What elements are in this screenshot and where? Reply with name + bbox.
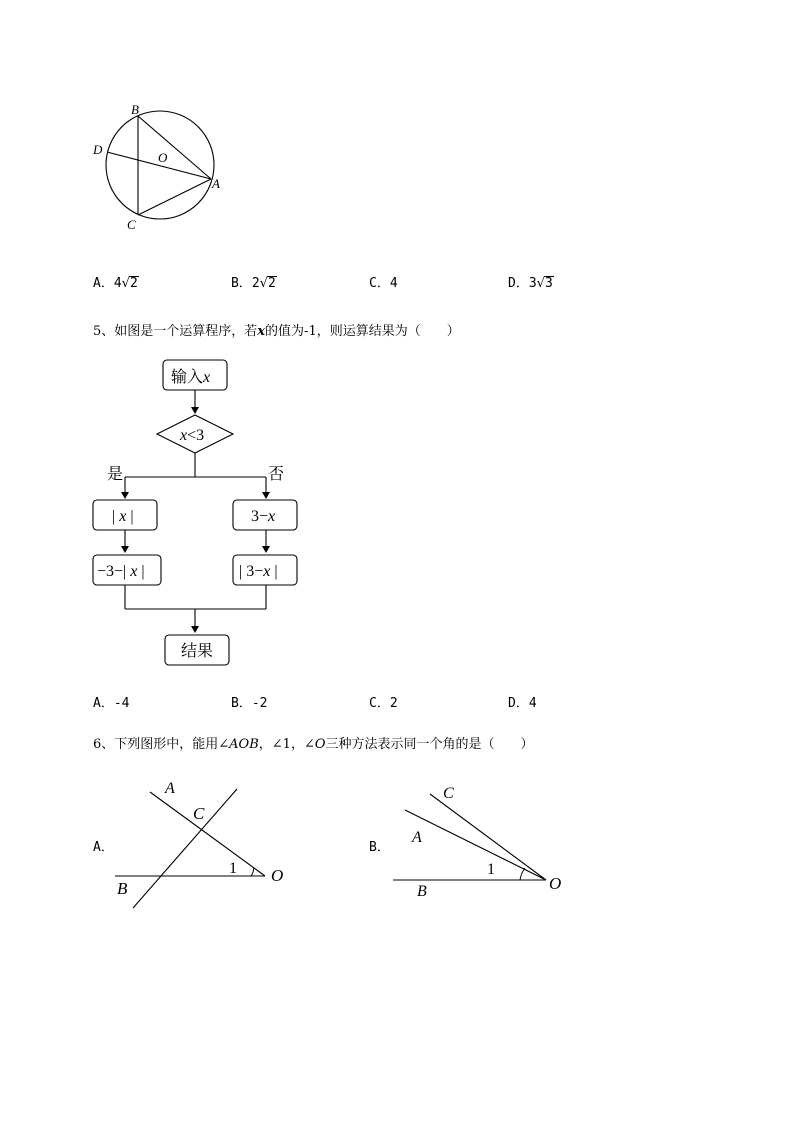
label-a: A (212, 176, 220, 191)
q5-stem-var: x (257, 324, 266, 339)
option-coef: 2 (251, 276, 260, 291)
fc-right-box1-text: 3−x (251, 508, 276, 525)
figb-label-o: O (549, 874, 562, 893)
option-radicand: 2 (129, 276, 138, 291)
q4-option-a[interactable] (93, 272, 139, 291)
q6-stem-pre: 6、下列图形中，能用∠ (93, 737, 230, 752)
option-text: 4 (389, 276, 398, 291)
flowchart (85, 355, 315, 670)
fc-left-box2-text: −3−| x | (97, 563, 145, 580)
circle-figure (85, 95, 235, 240)
q6-stem-post: 三种方法表示同一个角的是（ ） (325, 737, 534, 752)
figb-label-c: C (443, 785, 454, 802)
q5-option-a[interactable]: A．-4 (93, 696, 130, 711)
label-b: B (131, 102, 139, 117)
q5-option-c[interactable]: C．2 (369, 696, 398, 711)
radical-sign: √ (259, 276, 268, 291)
circle-o (106, 111, 214, 219)
figa-label-1: 1 (229, 860, 237, 877)
fc-result-text: 结果 (181, 643, 214, 660)
figa-label-a: A (165, 780, 175, 797)
option-radicand: 2 (267, 276, 276, 291)
label-o: O (158, 150, 168, 165)
q5-option-d[interactable]: D．4 (508, 696, 537, 711)
q4-option-b[interactable] (231, 272, 277, 291)
label-d: D (93, 142, 103, 157)
q4-option-c[interactable] (369, 272, 398, 291)
q6-stem-aob: AOB (229, 737, 259, 752)
radical-sign: √ (121, 276, 130, 291)
q5-stem-pre: 5、如图是一个运算程序，若 (93, 324, 258, 339)
q6-figure-b (385, 775, 585, 900)
fc-left-box1-text: | x | (112, 508, 134, 525)
q6-stem-mid: ，∠1，∠ (258, 737, 315, 752)
fc-yes-label: 是 (107, 466, 124, 483)
figb-label-a: A (412, 829, 422, 846)
q5-stem (93, 320, 460, 339)
figa-label-b: B (117, 879, 128, 898)
figa-label-o: O (271, 866, 284, 885)
figb-label-b: B (417, 883, 427, 900)
label-c: C (127, 217, 136, 232)
option-coef: 4 (113, 276, 122, 291)
figa-label-c: C (193, 804, 205, 823)
q6-stem-o: O (314, 737, 326, 752)
fc-no-label: 否 (268, 466, 285, 483)
fc-input-text: 输入x (171, 369, 211, 386)
option-letter: B． (231, 276, 252, 291)
option-letter: A． (93, 276, 114, 291)
option-radicand: 3 (544, 276, 553, 291)
fc-condition: x<3 (180, 427, 205, 444)
q6-option-b-label[interactable]: B． (369, 840, 390, 855)
chord-ca (138, 179, 211, 215)
fc-right-box2-text: | 3−x | (239, 563, 278, 580)
radical-sign: √ (536, 276, 545, 291)
q6-figure-a (105, 775, 305, 910)
q6-option-a-label[interactable]: A． (93, 840, 114, 855)
q6-stem (93, 733, 534, 752)
figb-label-1: 1 (487, 861, 495, 878)
q5-option-b[interactable]: B．-2 (231, 696, 268, 711)
option-letter: C． (369, 276, 390, 291)
q4-option-d[interactable] (508, 272, 554, 291)
q5-stem-post: 的值为-1，则运算结果为（ ） (265, 324, 460, 339)
option-coef: 3 (528, 276, 537, 291)
option-letter: D． (508, 276, 529, 291)
